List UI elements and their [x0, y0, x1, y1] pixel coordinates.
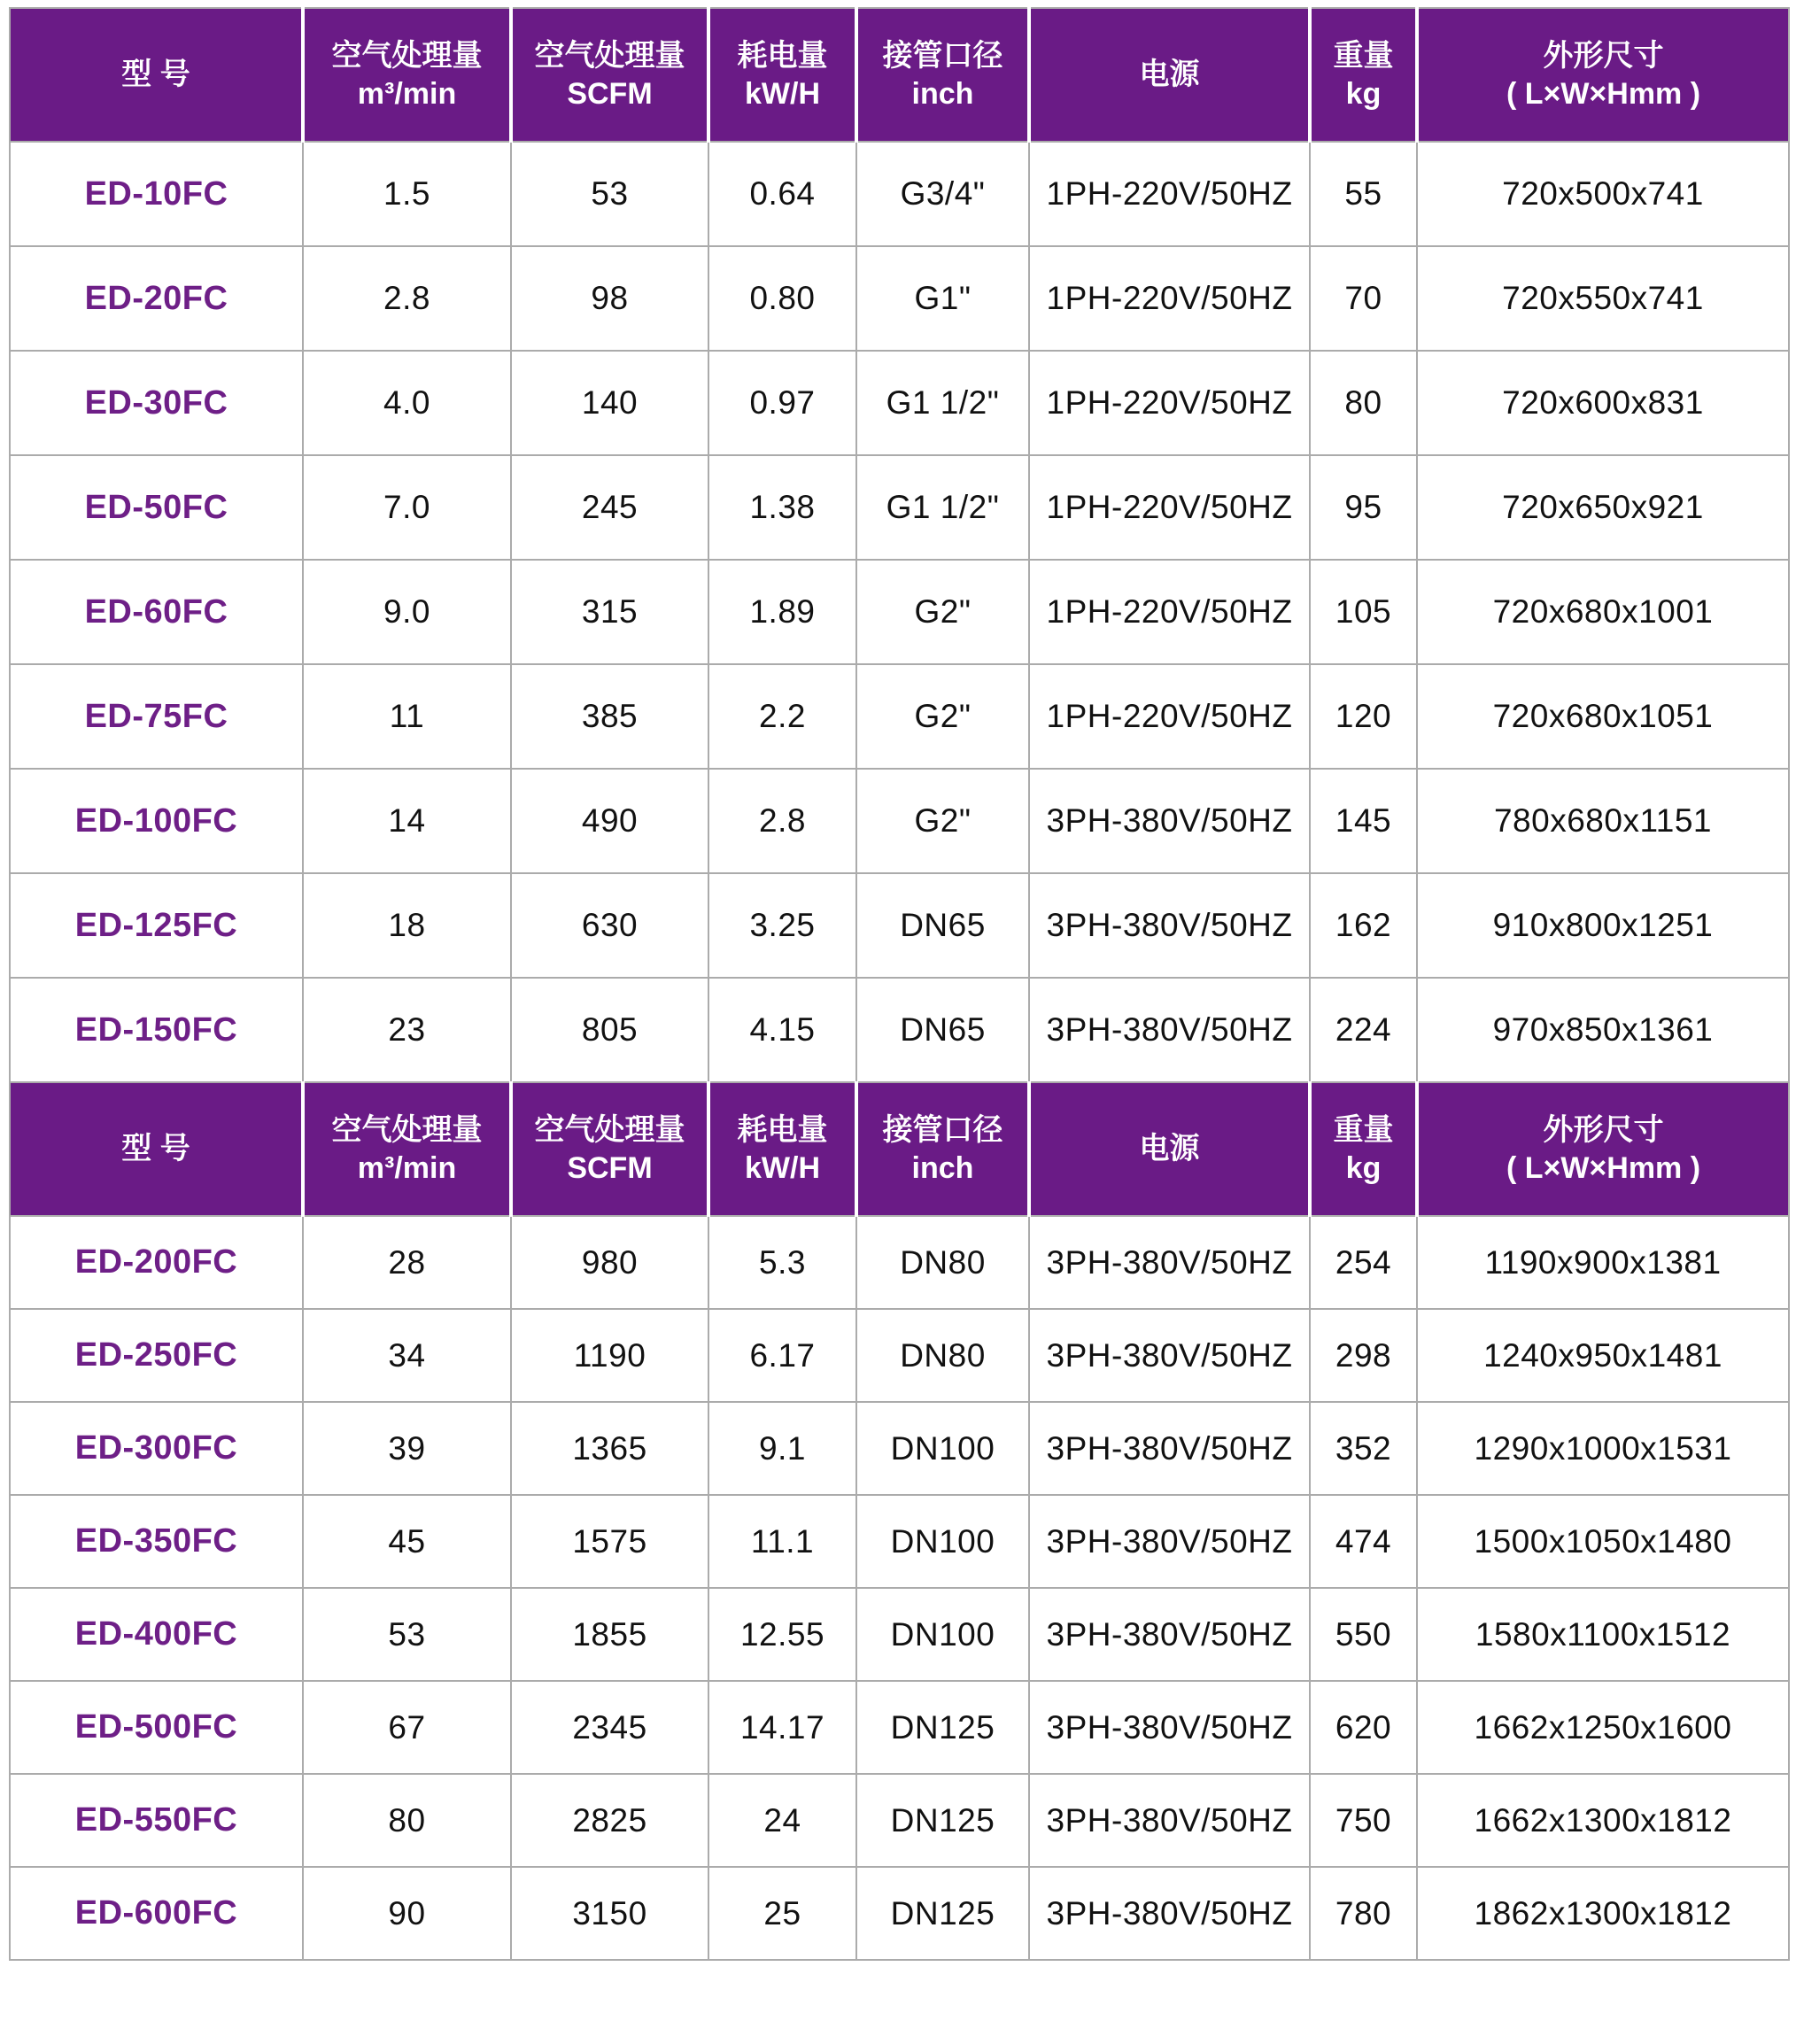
- power-consumption-cell: 0.97: [708, 351, 856, 455]
- model-cell: ED-50FC: [10, 455, 303, 560]
- power-supply-cell: 1PH-220V/50HZ: [1029, 142, 1310, 246]
- table-row: [10, 246, 1789, 351]
- capacity-scfm-cell: 1575: [511, 1495, 708, 1588]
- dimensions-cell: 720x500x741: [1417, 142, 1789, 246]
- capacity-scfm-cell: 140: [511, 351, 708, 455]
- header-line1: 型 号: [121, 58, 190, 92]
- pipe-size-cell: G2": [856, 560, 1029, 664]
- power-consumption-cell: 9.1: [708, 1402, 856, 1495]
- weight-cell: 298: [1310, 1309, 1417, 1402]
- pipe-size-cell: DN65: [856, 873, 1029, 978]
- model-cell: ED-30FC: [10, 351, 303, 455]
- col-header-power-supply: [1029, 8, 1310, 142]
- table-row: [10, 1867, 1789, 1960]
- power-consumption-cell: 1.38: [708, 455, 856, 560]
- model-cell: ED-350FC: [10, 1495, 303, 1588]
- pipe-size-cell: DN125: [856, 1867, 1029, 1960]
- capacity-scfm-cell: 980: [511, 1216, 708, 1309]
- model-cell: ED-10FC: [10, 142, 303, 246]
- pipe-size-cell: DN100: [856, 1495, 1029, 1588]
- header-line2: kg: [1345, 76, 1382, 111]
- power-consumption-cell: 2.8: [708, 769, 856, 873]
- dimensions-cell: 1500x1050x1480: [1417, 1495, 1789, 1588]
- power-supply-cell: 3PH-380V/50HZ: [1029, 978, 1310, 1082]
- power-supply-cell: 3PH-380V/50HZ: [1029, 873, 1310, 978]
- power-consumption-cell: 0.80: [708, 246, 856, 351]
- capacity-m3min-cell: 34: [303, 1309, 511, 1402]
- col-header-pipe-size: [856, 8, 1029, 142]
- table-row: [10, 1681, 1789, 1774]
- weight-cell: 120: [1310, 664, 1417, 769]
- dimensions-cell: 1580x1100x1512: [1417, 1588, 1789, 1681]
- table-row: [10, 769, 1789, 873]
- weight-cell: 224: [1310, 978, 1417, 1082]
- power-consumption-cell: 6.17: [708, 1309, 856, 1402]
- table-row: [10, 1216, 1789, 1309]
- pipe-size-cell: DN80: [856, 1216, 1029, 1309]
- col-header-model: [10, 1082, 303, 1216]
- col-header-power-consumption: [708, 1082, 856, 1216]
- header-line2: kW/H: [745, 76, 820, 111]
- table-row: [10, 351, 1789, 455]
- capacity-scfm-cell: 1190: [511, 1309, 708, 1402]
- table-row: [10, 978, 1789, 1082]
- col-header-pipe-size: [856, 1082, 1029, 1216]
- dimensions-cell: 720x550x741: [1417, 246, 1789, 351]
- col-header-dimensions: [1417, 8, 1789, 142]
- weight-cell: 254: [1310, 1216, 1417, 1309]
- header-line1: 接管口径: [882, 1113, 1003, 1147]
- capacity-m3min-cell: 4.0: [303, 351, 511, 455]
- power-consumption-cell: 1.89: [708, 560, 856, 664]
- weight-cell: 80: [1310, 351, 1417, 455]
- power-consumption-cell: 24: [708, 1774, 856, 1867]
- capacity-m3min-cell: 90: [303, 1867, 511, 1960]
- section-1-header: [10, 8, 1789, 142]
- dimensions-cell: 1290x1000x1531: [1417, 1402, 1789, 1495]
- header-line1: 电源: [1139, 58, 1200, 92]
- dimensions-cell: 1190x900x1381: [1417, 1216, 1789, 1309]
- capacity-scfm-cell: 2345: [511, 1681, 708, 1774]
- power-supply-cell: 3PH-380V/50HZ: [1029, 769, 1310, 873]
- weight-cell: 550: [1310, 1588, 1417, 1681]
- weight-cell: 55: [1310, 142, 1417, 246]
- dimensions-cell: 720x600x831: [1417, 351, 1789, 455]
- header-line1: 重量: [1333, 1113, 1394, 1147]
- power-consumption-cell: 4.15: [708, 978, 856, 1082]
- power-supply-cell: 3PH-380V/50HZ: [1029, 1309, 1310, 1402]
- pipe-size-cell: DN125: [856, 1681, 1029, 1774]
- header-line2: inch: [911, 1150, 974, 1185]
- header-line1: 型 号: [121, 1132, 190, 1166]
- power-supply-cell: 3PH-380V/50HZ: [1029, 1402, 1310, 1495]
- pipe-size-cell: G1": [856, 246, 1029, 351]
- header-line2: ( L×W×Hmm ): [1506, 1150, 1701, 1185]
- weight-cell: 105: [1310, 560, 1417, 664]
- power-supply-cell: 3PH-380V/50HZ: [1029, 1867, 1310, 1960]
- section-2-rows: [10, 1216, 1789, 1960]
- header-line1: 电源: [1139, 1132, 1200, 1166]
- header-line1: 空气处理量: [534, 1113, 685, 1147]
- capacity-m3min-cell: 7.0: [303, 455, 511, 560]
- spec-table: [9, 7, 1790, 1961]
- table-row: [10, 560, 1789, 664]
- model-cell: ED-400FC: [10, 1588, 303, 1681]
- header-line2: ( L×W×Hmm ): [1506, 76, 1701, 111]
- section-2-header-row: [10, 1082, 1789, 1216]
- capacity-m3min-cell: 9.0: [303, 560, 511, 664]
- power-consumption-cell: 14.17: [708, 1681, 856, 1774]
- pipe-size-cell: G2": [856, 769, 1029, 873]
- header-line2: kg: [1345, 1150, 1382, 1185]
- power-supply-cell: 3PH-380V/50HZ: [1029, 1774, 1310, 1867]
- col-header-dimensions: [1417, 1082, 1789, 1216]
- pipe-size-cell: DN100: [856, 1402, 1029, 1495]
- model-cell: ED-20FC: [10, 246, 303, 351]
- pipe-size-cell: G1 1/2": [856, 351, 1029, 455]
- capacity-m3min-cell: 28: [303, 1216, 511, 1309]
- header-line2: inch: [911, 76, 974, 111]
- capacity-m3min-cell: 14: [303, 769, 511, 873]
- col-header-capacity-m3min: [303, 8, 511, 142]
- power-consumption-cell: 25: [708, 1867, 856, 1960]
- weight-cell: 162: [1310, 873, 1417, 978]
- header-line2: m³/min: [357, 1150, 457, 1185]
- col-header-power-supply: [1029, 1082, 1310, 1216]
- model-cell: ED-75FC: [10, 664, 303, 769]
- header-line1: 耗电量: [737, 1113, 828, 1147]
- capacity-m3min-cell: 53: [303, 1588, 511, 1681]
- weight-cell: 70: [1310, 246, 1417, 351]
- capacity-scfm-cell: 1365: [511, 1402, 708, 1495]
- capacity-scfm-cell: 3150: [511, 1867, 708, 1960]
- model-cell: ED-125FC: [10, 873, 303, 978]
- power-supply-cell: 3PH-380V/50HZ: [1029, 1216, 1310, 1309]
- table-row: [10, 455, 1789, 560]
- dimensions-cell: 780x680x1151: [1417, 769, 1789, 873]
- header-line2: SCFM: [567, 1150, 653, 1185]
- capacity-m3min-cell: 11: [303, 664, 511, 769]
- power-consumption-cell: 3.25: [708, 873, 856, 978]
- capacity-m3min-cell: 2.8: [303, 246, 511, 351]
- section-2-header: [10, 1082, 1789, 1216]
- header-line1: 空气处理量: [331, 1113, 483, 1147]
- table-row: [10, 1774, 1789, 1867]
- header-line1: 接管口径: [882, 39, 1003, 73]
- section-1-header-row: [10, 8, 1789, 142]
- capacity-scfm-cell: 805: [511, 978, 708, 1082]
- section-1-rows: [10, 142, 1789, 1082]
- power-supply-cell: 1PH-220V/50HZ: [1029, 246, 1310, 351]
- power-supply-cell: 3PH-380V/50HZ: [1029, 1495, 1310, 1588]
- col-header-model: [10, 8, 303, 142]
- power-supply-cell: 3PH-380V/50HZ: [1029, 1588, 1310, 1681]
- model-cell: ED-200FC: [10, 1216, 303, 1309]
- header-line2: SCFM: [567, 76, 653, 111]
- power-supply-cell: 1PH-220V/50HZ: [1029, 560, 1310, 664]
- pipe-size-cell: DN125: [856, 1774, 1029, 1867]
- model-cell: ED-550FC: [10, 1774, 303, 1867]
- table-row: [10, 873, 1789, 978]
- capacity-m3min-cell: 45: [303, 1495, 511, 1588]
- dimensions-cell: 720x680x1001: [1417, 560, 1789, 664]
- capacity-scfm-cell: 245: [511, 455, 708, 560]
- table-row: [10, 1588, 1789, 1681]
- header-line1: 空气处理量: [534, 39, 685, 73]
- power-consumption-cell: 5.3: [708, 1216, 856, 1309]
- header-line2: kW/H: [745, 1150, 820, 1185]
- power-supply-cell: 1PH-220V/50HZ: [1029, 351, 1310, 455]
- table-row: [10, 1495, 1789, 1588]
- pipe-size-cell: G3/4": [856, 142, 1029, 246]
- capacity-m3min-cell: 18: [303, 873, 511, 978]
- model-cell: ED-500FC: [10, 1681, 303, 1774]
- dimensions-cell: 910x800x1251: [1417, 873, 1789, 978]
- power-consumption-cell: 11.1: [708, 1495, 856, 1588]
- capacity-scfm-cell: 2825: [511, 1774, 708, 1867]
- dimensions-cell: 720x680x1051: [1417, 664, 1789, 769]
- model-cell: ED-300FC: [10, 1402, 303, 1495]
- dimensions-cell: 1662x1300x1812: [1417, 1774, 1789, 1867]
- capacity-m3min-cell: 39: [303, 1402, 511, 1495]
- header-line1: 外形尺寸: [1543, 1113, 1664, 1147]
- table-row: [10, 1402, 1789, 1495]
- table-row: [10, 1309, 1789, 1402]
- header-line1: 耗电量: [737, 39, 828, 73]
- header-line1: 重量: [1333, 39, 1394, 73]
- model-cell: ED-100FC: [10, 769, 303, 873]
- power-supply-cell: 1PH-220V/50HZ: [1029, 455, 1310, 560]
- power-consumption-cell: 0.64: [708, 142, 856, 246]
- capacity-scfm-cell: 315: [511, 560, 708, 664]
- dimensions-cell: 720x650x921: [1417, 455, 1789, 560]
- capacity-scfm-cell: 98: [511, 246, 708, 351]
- capacity-scfm-cell: 630: [511, 873, 708, 978]
- capacity-scfm-cell: 385: [511, 664, 708, 769]
- header-line2: m³/min: [357, 76, 457, 111]
- pipe-size-cell: DN65: [856, 978, 1029, 1082]
- table-row: [10, 664, 1789, 769]
- weight-cell: 620: [1310, 1681, 1417, 1774]
- col-header-capacity-m3min: [303, 1082, 511, 1216]
- weight-cell: 780: [1310, 1867, 1417, 1960]
- weight-cell: 474: [1310, 1495, 1417, 1588]
- col-header-weight: [1310, 1082, 1417, 1216]
- pipe-size-cell: G1 1/2": [856, 455, 1029, 560]
- dimensions-cell: 1240x950x1481: [1417, 1309, 1789, 1402]
- pipe-size-cell: G2": [856, 664, 1029, 769]
- weight-cell: 750: [1310, 1774, 1417, 1867]
- power-consumption-cell: 12.55: [708, 1588, 856, 1681]
- dimensions-cell: 1862x1300x1812: [1417, 1867, 1789, 1960]
- capacity-m3min-cell: 1.5: [303, 142, 511, 246]
- col-header-capacity-scfm: [511, 8, 708, 142]
- col-header-power-consumption: [708, 8, 856, 142]
- weight-cell: 145: [1310, 769, 1417, 873]
- capacity-scfm-cell: 53: [511, 142, 708, 246]
- power-consumption-cell: 2.2: [708, 664, 856, 769]
- capacity-m3min-cell: 80: [303, 1774, 511, 1867]
- header-line1: 外形尺寸: [1543, 39, 1664, 73]
- capacity-m3min-cell: 23: [303, 978, 511, 1082]
- dimensions-cell: 970x850x1361: [1417, 978, 1789, 1082]
- col-header-weight: [1310, 8, 1417, 142]
- header-line1: 空气处理量: [331, 39, 483, 73]
- pipe-size-cell: DN80: [856, 1309, 1029, 1402]
- pipe-size-cell: DN100: [856, 1588, 1029, 1681]
- model-cell: ED-60FC: [10, 560, 303, 664]
- model-cell: ED-150FC: [10, 978, 303, 1082]
- table-row: [10, 142, 1789, 246]
- capacity-scfm-cell: 490: [511, 769, 708, 873]
- col-header-capacity-scfm: [511, 1082, 708, 1216]
- power-supply-cell: 3PH-380V/50HZ: [1029, 1681, 1310, 1774]
- weight-cell: 352: [1310, 1402, 1417, 1495]
- model-cell: ED-600FC: [10, 1867, 303, 1960]
- weight-cell: 95: [1310, 455, 1417, 560]
- capacity-scfm-cell: 1855: [511, 1588, 708, 1681]
- model-cell: ED-250FC: [10, 1309, 303, 1402]
- power-supply-cell: 1PH-220V/50HZ: [1029, 664, 1310, 769]
- capacity-m3min-cell: 67: [303, 1681, 511, 1774]
- dimensions-cell: 1662x1250x1600: [1417, 1681, 1789, 1774]
